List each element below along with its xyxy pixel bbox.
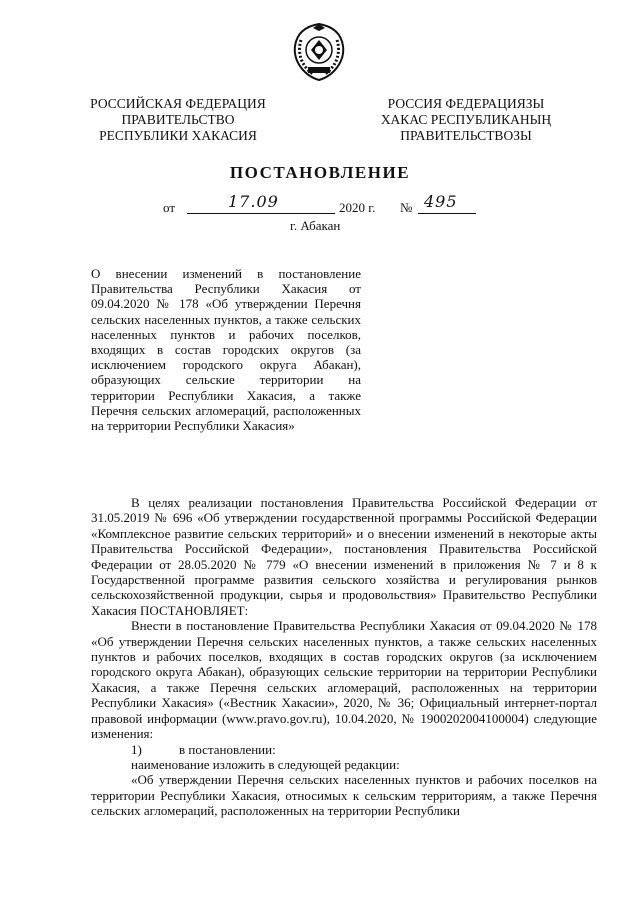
document-city: г. Абакан <box>290 218 341 233</box>
list-item-text: в постановлении: <box>179 741 276 757</box>
header-left-line: РОССИЙСКАЯ ФЕДЕРАЦИЯ <box>90 96 266 111</box>
header-left-line: РЕСПУБЛИКИ ХАКАСИЯ <box>99 128 257 143</box>
number-underline <box>418 213 476 214</box>
handwritten-date: 17.09 <box>228 192 279 211</box>
date-number-line <box>0 192 640 218</box>
document-subject: О внесении изменений в постановление Правительства Республики Хакасия от 09.04.2020 № 178 «Об утверждении Перечня сельских населенных пунктов, а также сельских населенных пунктов и рабочих поселков, входящих в состав городских округов (за исключением городского округа Абакан), образующих сельские территории на территории Республики Хакасия, а также Перечня сельских агломераций, расположенных на территории Республики Хакасия» <box>91 266 361 434</box>
body-paragraph: «Об утверждении Перечня сельских населенных пунктов и рабочих поселков на территории Республики Хакасия, относимых к сельским территориям, а также Перечня сельских агломераций, расположенных на территории Республики <box>91 772 597 819</box>
handwritten-number: 495 <box>424 192 458 211</box>
header-right-line: ХАКАС РЕСПУБЛИКАНЫҢ <box>380 112 552 127</box>
list-item <box>91 742 597 757</box>
body-paragraph: В целях реализации постановления Правительства Российской Федерации от 31.05.2019 № 696 «Об утверждении государственной программы Российской Федерации «Комплексное развитие сельских территорий» и о внесении изменений в некоторые акты Правительства Российской Федерации», постановления Правительства Российской Федерации от 28.05.2020 № 779 «О внесении изменений в приложения № 7 и 8 к Государственной программе развития сельского хозяйства и регулирования рынков сельскохозяйственной продукции, сырья и продовольствия» Правительство Республики Хакасия ПОСТАНОВЛЯЕТ: <box>91 495 597 618</box>
document-year: 2020 г. <box>339 200 376 215</box>
body-paragraph: наименование изложить в следующей редакции: <box>131 756 400 772</box>
header-left-line: ПРАВИТЕЛЬСТВО <box>121 112 235 127</box>
document-body <box>91 495 597 819</box>
document-title: ПОСТАНОВЛЕНИЕ <box>229 163 411 182</box>
header-right-block <box>380 96 552 144</box>
header-right-line: РОССИЯ ФЕДЕРАЦИЯЗЫ <box>387 96 545 111</box>
header-right-line: ПРАВИТЕЛЬСТВОЗЫ <box>400 128 532 143</box>
date-prefix: от <box>163 200 176 215</box>
coat-of-arms-emblem <box>291 22 347 82</box>
header-left-block <box>88 96 268 144</box>
date-underline <box>187 213 335 214</box>
body-paragraph: Внести в постановление Правительства Республики Хакасия от 09.04.2020 № 178 «Об утверждении Перечня сельских населенных пунктов, а также сельских населенных пунктов и рабочих поселков, входящих в состав городских округов (за исключением городского округа Абакан), образующих сельские территории на территории Республики Хакасия, а также Перечня сельских агломераций, расположенных на территории Республики Хакасия» («Вестник Хакасии», 2020, № 36; Официальный интернет-портал правовой информации (www.pravo.gov.ru), 10.04.2020, № 1900202004100004) следующие изменения: <box>91 618 597 742</box>
number-label: № <box>400 200 413 215</box>
list-item-number: 1) <box>131 741 142 757</box>
